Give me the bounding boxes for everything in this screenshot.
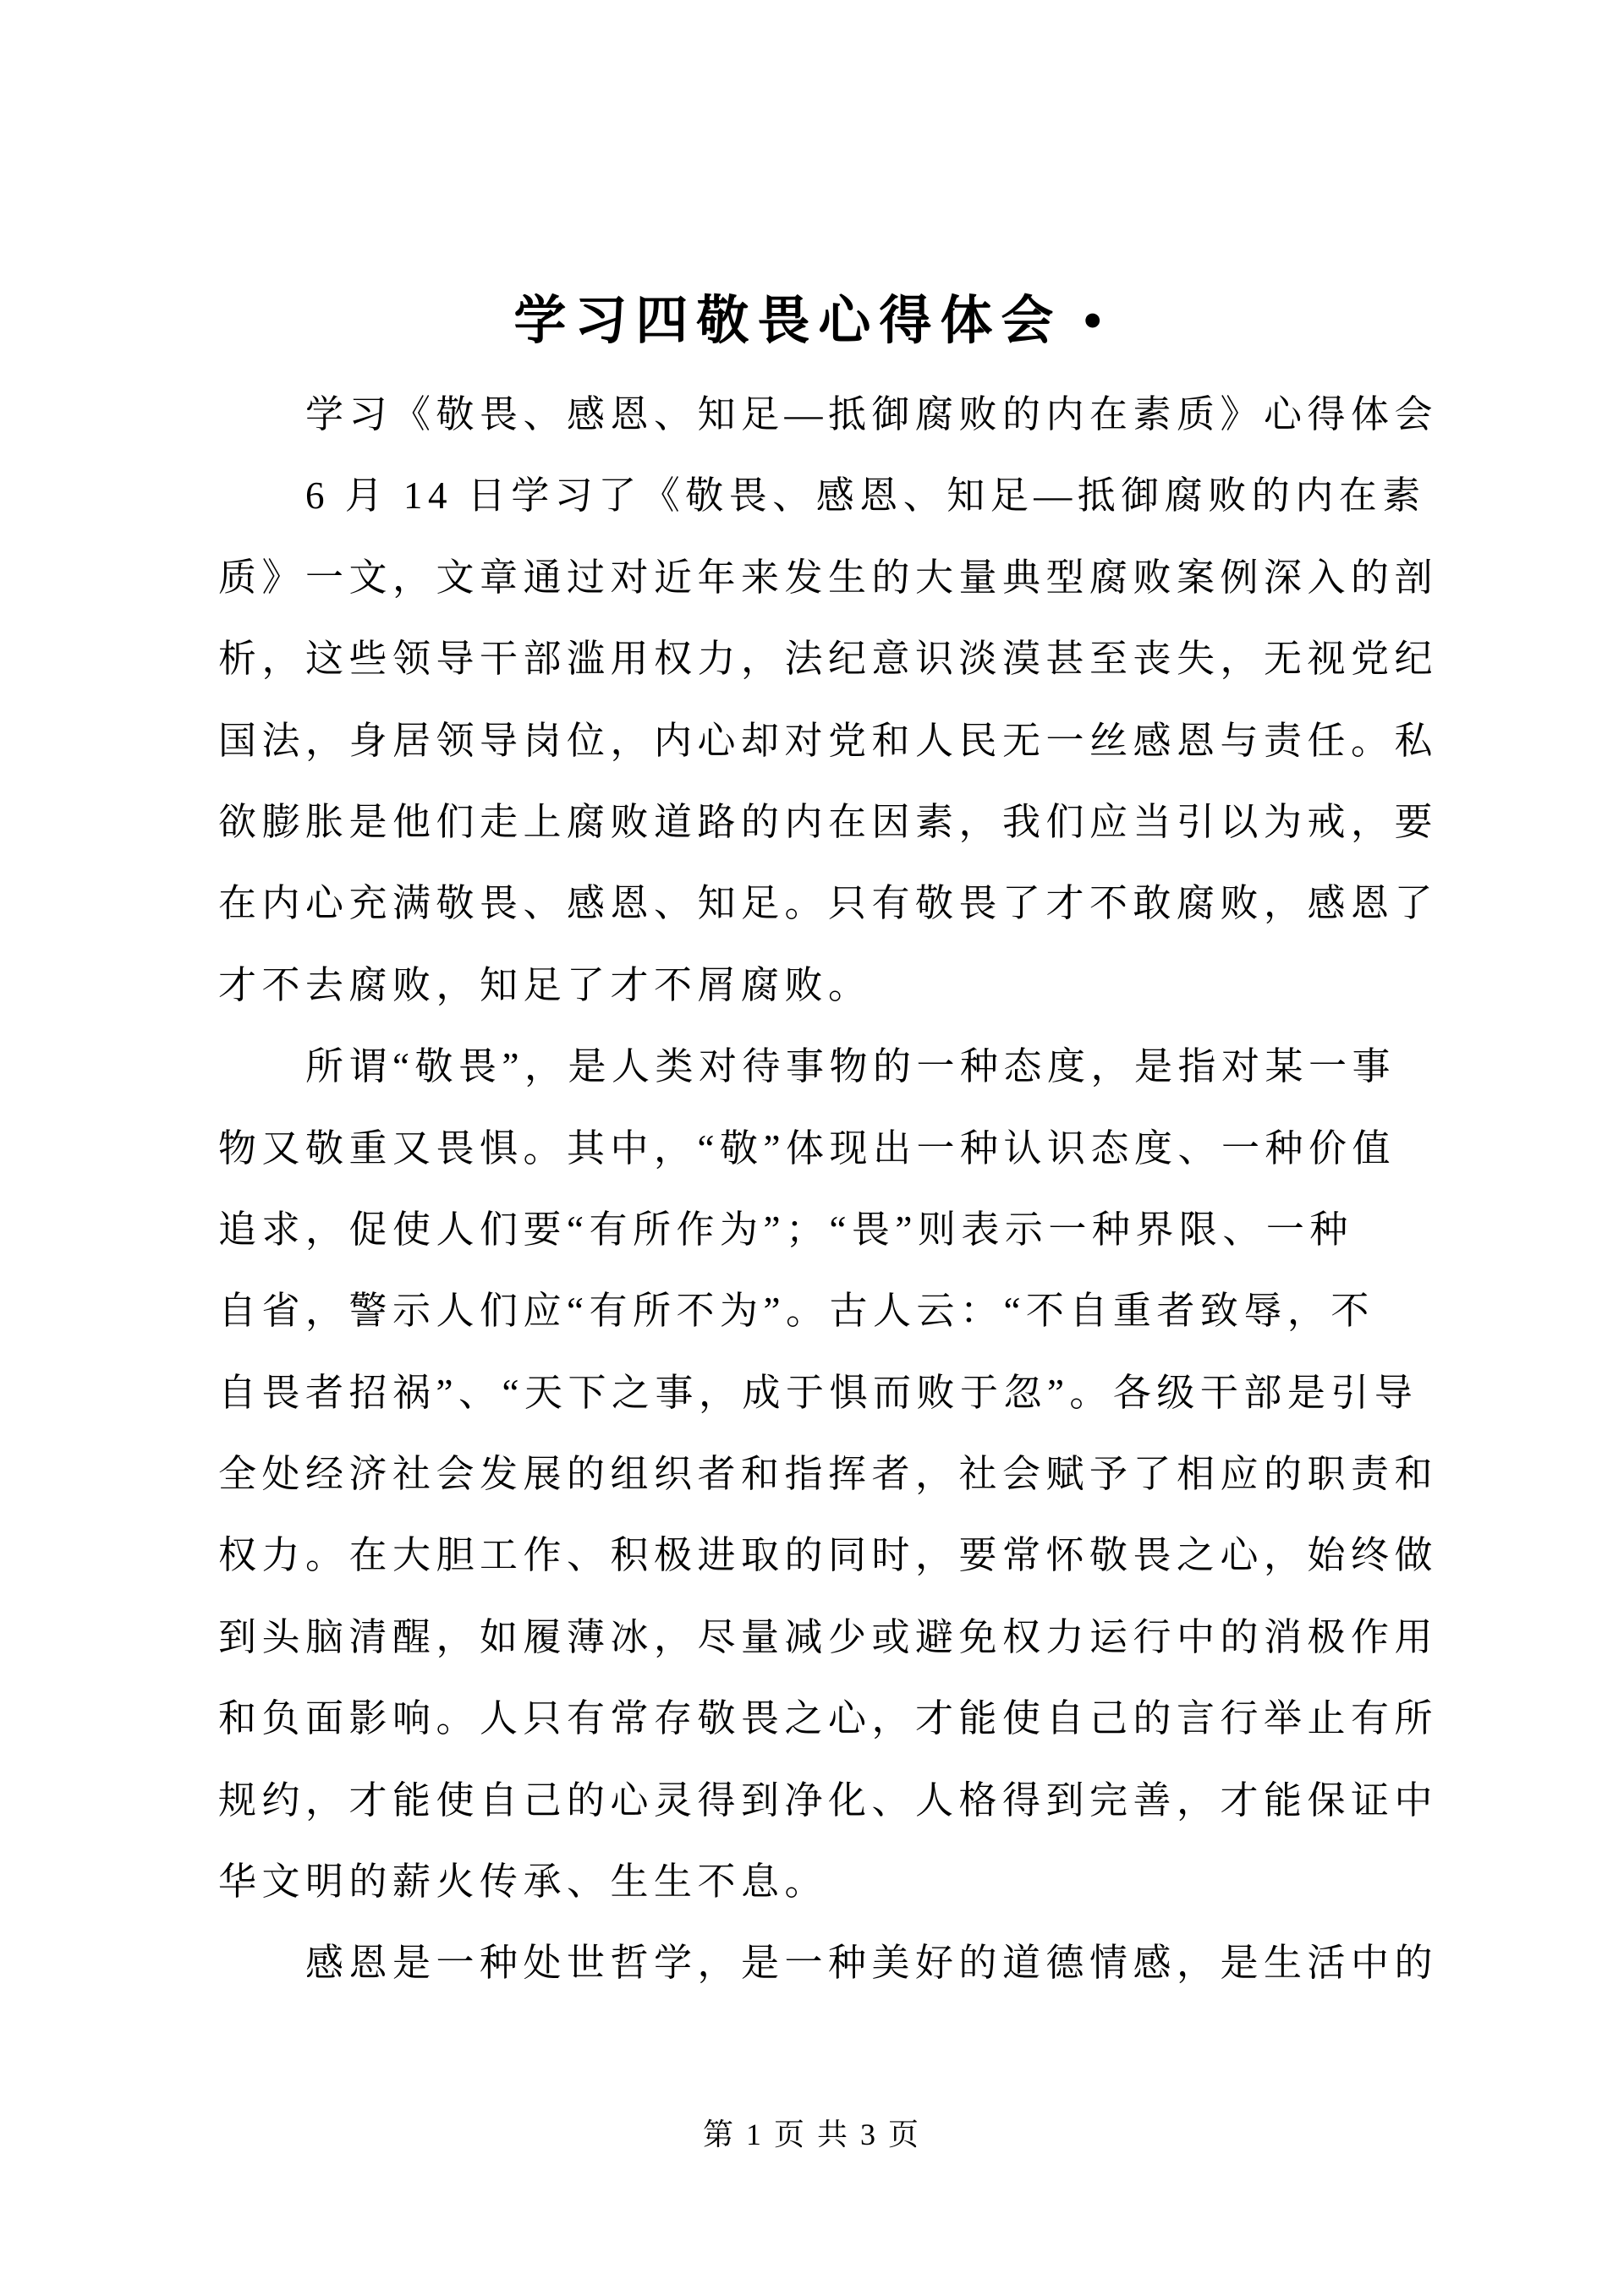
body-line: 质》一文，文章通过对近年来发生的大量典型腐败案例深入的剖 <box>218 556 1439 599</box>
body-line: 自畏者招祸”、“天下之事，成于惧而败于忽”。各级干部是引导 <box>218 1371 1418 1414</box>
body-line: 才不去腐败，知足了才不屑腐败。 <box>218 963 872 1006</box>
body-line: 学习《敬畏、感恩、知足—抵御腐败的内在素质》心得体会 <box>305 393 1439 436</box>
body-line: 感恩是一种处世哲学，是一种美好的道德情感，是生活中的 <box>305 1942 1439 1985</box>
body-line: 华文明的薪火传承、生生不息。 <box>218 1860 829 1904</box>
body-line: 物又敬重又畏惧。其中，“敬”体现出一种认识态度、一种价值 <box>218 1126 1396 1170</box>
body-line: 析，这些领导干部滥用权力，法纪意识淡漠甚至丧失，无视党纪 <box>218 638 1439 681</box>
body-line: 在内心充满敬畏、感恩、知足。只有敬畏了才不敢腐败，感恩了 <box>218 882 1439 925</box>
body-line: 到头脑清醒，如履薄冰，尽量减少或避免权力运行中的消极作用 <box>218 1615 1439 1658</box>
body-line: 自省，警示人们应“有所不为”。古人云：“不自重者致辱，不 <box>218 1290 1374 1333</box>
body-line: 6 月 14 日学习了《敬畏、感恩、知足—抵御腐败的内在素 <box>305 474 1426 518</box>
page-number-footer: 第 1 页 共 3 页 <box>702 2118 921 2151</box>
body-line: 权力。在大胆工作、积极进取的同时，要常怀敬畏之心，始终做 <box>218 1534 1439 1577</box>
body-line: 和负面影响。人只有常存敬畏之心，才能使自己的言行举止有所 <box>218 1697 1439 1740</box>
body-line: 欲膨胀是他们走上腐败道路的内在因素，我们应当引以为戒，要 <box>218 800 1439 843</box>
body-line: 全处经济社会发展的组织者和指挥者，社会赋予了相应的职责和 <box>218 1453 1439 1496</box>
document-title: 学习四敬畏心得体会 • <box>513 293 1111 350</box>
body-line: 所谓“敬畏”，是人类对待事物的一种态度，是指对某一事 <box>305 1045 1396 1088</box>
body-line: 国法，身居领导岗位，内心却对党和人民无一丝感恩与责任。私 <box>218 719 1439 762</box>
body-line: 规约，才能使自己的心灵得到净化、人格得到完善，才能保证中 <box>218 1778 1439 1822</box>
document-body <box>218 374 1439 2004</box>
body-line: 追求，促使人们要“有所作为”；“畏”则表示一种界限、一种 <box>218 1208 1353 1251</box>
